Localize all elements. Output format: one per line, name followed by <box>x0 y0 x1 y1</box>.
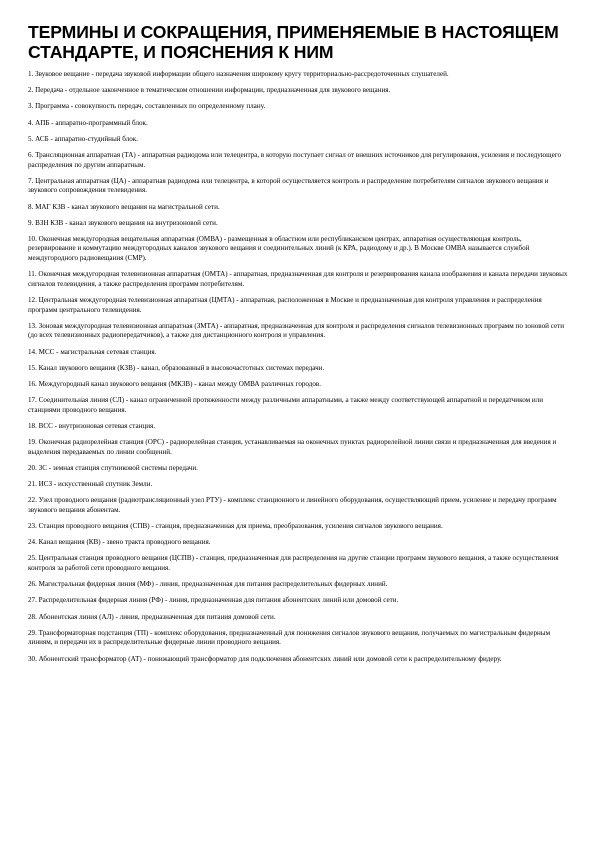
term-item: 11. Оконечная междугородная телевизионная аппаратная (ОМТА) - аппаратная, предназначенная для контроля и резервирования канала изображения и канала передачи звуковых сигналов телевидения, а также распределения программ потребителям. <box>28 270 568 288</box>
term-item: 30. Абонентский трансформатор (АТ) - понижающий трансформатор для подключения абонентских линий или домовой сети к распределительному фидеру. <box>28 654 502 663</box>
term-item: 9. ВЗН КЗВ - канал звукового вещания на внутризоновой сети. <box>28 218 218 227</box>
term-item: 13. Зоновая междугородная телевизионная аппаратная (ЗМТА) - аппаратная, предназначенная для контроля и распределения сигналов телевизионных программ по зоновой сети (до всех телевизионных радиопередатчиков), а также для дистанционного контроля и управления. <box>28 321 564 340</box>
term-item: 3. Программа - совокупность передач, составленных по определенному плану. <box>28 102 266 111</box>
document-title: ТЕРМИНЫ И СОКРАЩЕНИЯ, ПРИМЕНЯЕМЫЕ В НАСТОЯЩЕМ СТАНДАРТЕ, И ПОЯСНЕНИЯ К НИМ <box>28 22 559 62</box>
term-item: 23. Станция проводного вещания (СПВ) - станция, предназначенная для приема, преобразования, усиления сигналов звукового вещания. <box>28 522 443 531</box>
term-item: 21. ИСЗ - искусственный спутник Земли. <box>28 480 153 489</box>
term-item: 1. Звуковое вещание - передача звуковой информации общего назначения широкому кругу территориально-рассредоточенных слушателей. <box>28 70 449 78</box>
term-item: 28. Абонентская линия (АЛ) - линия, предназначенная для питания домовой сети. <box>28 612 276 621</box>
term-item: 29. Трансформаторная подстанция (ТП) - комплекс оборудования, предназначенный для понижения сигналов звукового вещания, получаемых по магистральным фидерным линиям, и передачи их в распределительные фидерные линии проводного вещания. <box>28 628 551 647</box>
term-item: 8. МАГ КЗВ - канал звукового вещания на магистральной сети. <box>28 202 220 211</box>
term-item: 12. Центральная междугородная телевизионная аппаратная (ЦМТА) - аппаратная, расположенная в Москве и предназначенная для контроля управления и распределения программ центрального телевидения. <box>28 296 542 314</box>
term-item: 26. Магистральная фидерная линия (МФ) - линия, предназначенная для питания распределительных фидерных линий. <box>28 580 388 589</box>
term-item: 24. Канал вещания (КВ) - звено тракта проводного вещания. <box>28 538 211 547</box>
term-item: 4. АПБ - аппаратно-программный блок. <box>28 118 148 127</box>
term-item: 25. Центральная станция проводного вещания (ЦСПВ) - станция, предназначенная для распределения на другие станции программ звукового вещания, а также осуществления контроля за работой сети проводного вещания. <box>28 554 559 573</box>
term-item: 15. Канал звукового вещания (КЗВ) - канал, образованный в высокочастотных системах передачи. <box>28 363 325 372</box>
term-item: 27. Распределительная фидерная линия (РФ) - линия, предназначенная для питания абонентских линий или домовой сети. <box>28 596 399 605</box>
term-item: 16. Междугородный канал звукового вещания (МКЗВ) - канал между ОМВА различных городов. <box>28 379 322 388</box>
term-item: 7. Центральная аппаратная (ЦА) - аппаратная радиодома или телецентра, в которой осуществляется контроль и распределение потребителям сигналов звукового вещания и звукового сопровождения телевидения. <box>28 176 549 195</box>
term-item: 2. Передача - отдельное законченное в тематическом отношении информации, предназначенная для звукового вещания. <box>28 86 391 95</box>
terms-list <box>28 70 568 671</box>
term-item: 19. Оконечная радиорелейная станция (ОРС) - радиорелейная станция, устанавливаемая на оконечных пунктах радиорелейной линии связи и предназначенная для введения и выделения передаваемых по линии сообщений. <box>28 438 557 456</box>
term-item: 5. АСБ - аппаратно-студийный блок. <box>28 134 139 143</box>
term-item: 14. МСС - магистральная сетевая станция. <box>28 347 157 356</box>
term-item: 22. Узел проводного вещания (радиотрансляционный узел РТУ) - комплекс станционного и линейного оборудования, осуществляющий прием, усиление и передачу программ звукового вещания абонентам. <box>28 496 557 514</box>
term-item: 20. ЗС - земная станция спутниковой системы передачи. <box>28 463 198 472</box>
term-item: 6. Трансляционная аппаратная (ТА) - аппаратная радиодома или телецентра, в которую поступает сигнал от внешних источников для регулирования, усиления и последующего распределения по другим аппаратным. <box>28 150 561 169</box>
term-item: 17. Соединительная линия (СЛ) - канал ограниченной протяженности между различными аппаратными, а также между соответствующей аппаратной и передатчиком или станциями проводного вещания. <box>28 396 543 414</box>
term-item: 18. ВСС - внутризоновая сетевая станция. <box>28 421 156 430</box>
term-item: 10. Оконечная междугородная вещательная аппаратная (ОМВА) - размещенная в областном или республиканском центрах, аппаратная осуществляющая контроль, резервирование и коммутацию междугородных каналов звукового вещания и соединительных линий (к КРА, радиодому и др.). В Москве ОМВА называется службой междугородного радиовещания (СМР). <box>28 234 530 263</box>
